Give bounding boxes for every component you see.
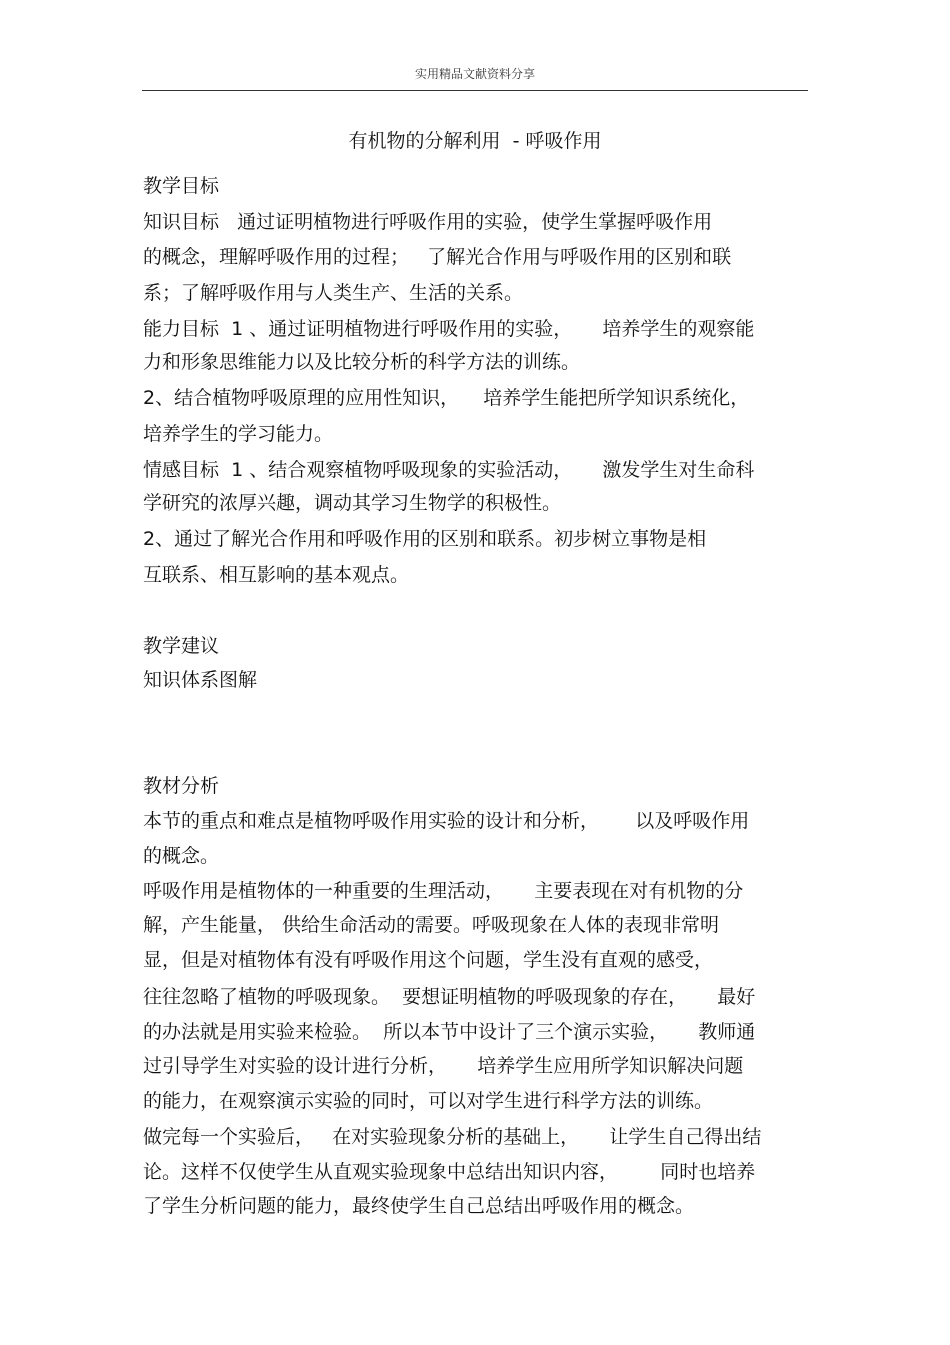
- paragraph-line: 了学生分析问题的能力，最终使学生自己总结出呼吸作用的概念。: [143, 1195, 695, 1217]
- section-heading-teaching-suggestions: 教学建议: [143, 635, 220, 657]
- document-title: 有机物的分解利用 - 呼吸作用: [348, 130, 602, 152]
- paragraph-line: 系；了解呼吸作用与人类生产、生活的关系。: [143, 282, 524, 304]
- paragraph-line: 的概念。: [143, 845, 220, 867]
- paragraph-line: 培养学生的学习能力。: [143, 423, 334, 445]
- paragraph-line: 往往忽略了植物的呼吸现象。 要想证明植物的呼吸现象的存在， 最好: [143, 986, 756, 1008]
- paragraph-line: 2、结合植物呼吸原理的应用性知识， 培养学生能把所学知识系统化，: [143, 387, 750, 409]
- page-header: 实用精品文献资料分享: [414, 67, 535, 81]
- paragraph-line: 解，产生能量， 供给生命活动的需要。呼吸现象在人体的表现非常明: [143, 914, 720, 936]
- paragraph-line: 2、通过了解光合作用和呼吸作用的区别和联系。初步树立事物是相: [143, 528, 707, 550]
- paragraph-line: 知识目标 通过证明植物进行呼吸作用的实验，使学生掌握呼吸作用: [143, 211, 713, 233]
- paragraph-line: 能力目标 1 、通过证明植物进行呼吸作用的实验， 培养学生的观察能: [143, 318, 755, 340]
- section-heading-textbook-analysis: 教材分析: [143, 775, 220, 797]
- paragraph-line: 本节的重点和难点是植物呼吸作用实验的设计和分析， 以及呼吸作用: [143, 810, 750, 832]
- header-divider: [142, 90, 808, 91]
- paragraph-line: 论。这样不仅使学生从直观实验现象中总结出知识内容， 同时也培养: [143, 1161, 756, 1183]
- paragraph-line: 情感目标 1 、结合观察植物呼吸现象的实验活动， 激发学生对生命科: [143, 459, 755, 481]
- paragraph-line: 力和形象思维能力以及比较分析的科学方法的训练。: [143, 351, 581, 373]
- paragraph-line: 学研究的浓厚兴趣，调动其学习生物学的积极性。: [143, 492, 562, 514]
- subheading-knowledge-diagram: 知识体系图解: [143, 669, 258, 691]
- paragraph-line: 的能力，在观察演示实验的同时，可以对学生进行科学方法的训练。: [143, 1090, 714, 1112]
- paragraph-line: 呼吸作用是植物体的一种重要的生理活动， 主要表现在对有机物的分: [143, 880, 744, 902]
- paragraph-line: 的办法就是用实验来检验。 所以本节中设计了三个演示实验， 教师通: [143, 1021, 756, 1043]
- paragraph-line: 做完每一个实验后， 在对实验现象分析的基础上， 让学生自己得出结: [143, 1126, 762, 1148]
- paragraph-line: 互联系、相互影响的基本观点。: [143, 564, 410, 586]
- paragraph-line: 显，但是对植物体有没有呼吸作用这个问题，学生没有直观的感受，: [143, 949, 714, 971]
- paragraph-line: 的概念，理解呼吸作用的过程； 了解光合作用与呼吸作用的区别和联: [143, 246, 732, 268]
- section-heading-teaching-objectives: 教学目标: [143, 175, 220, 197]
- paragraph-line: 过引导学生对实验的设计进行分析， 培养学生应用所学知识解决问题: [143, 1055, 744, 1077]
